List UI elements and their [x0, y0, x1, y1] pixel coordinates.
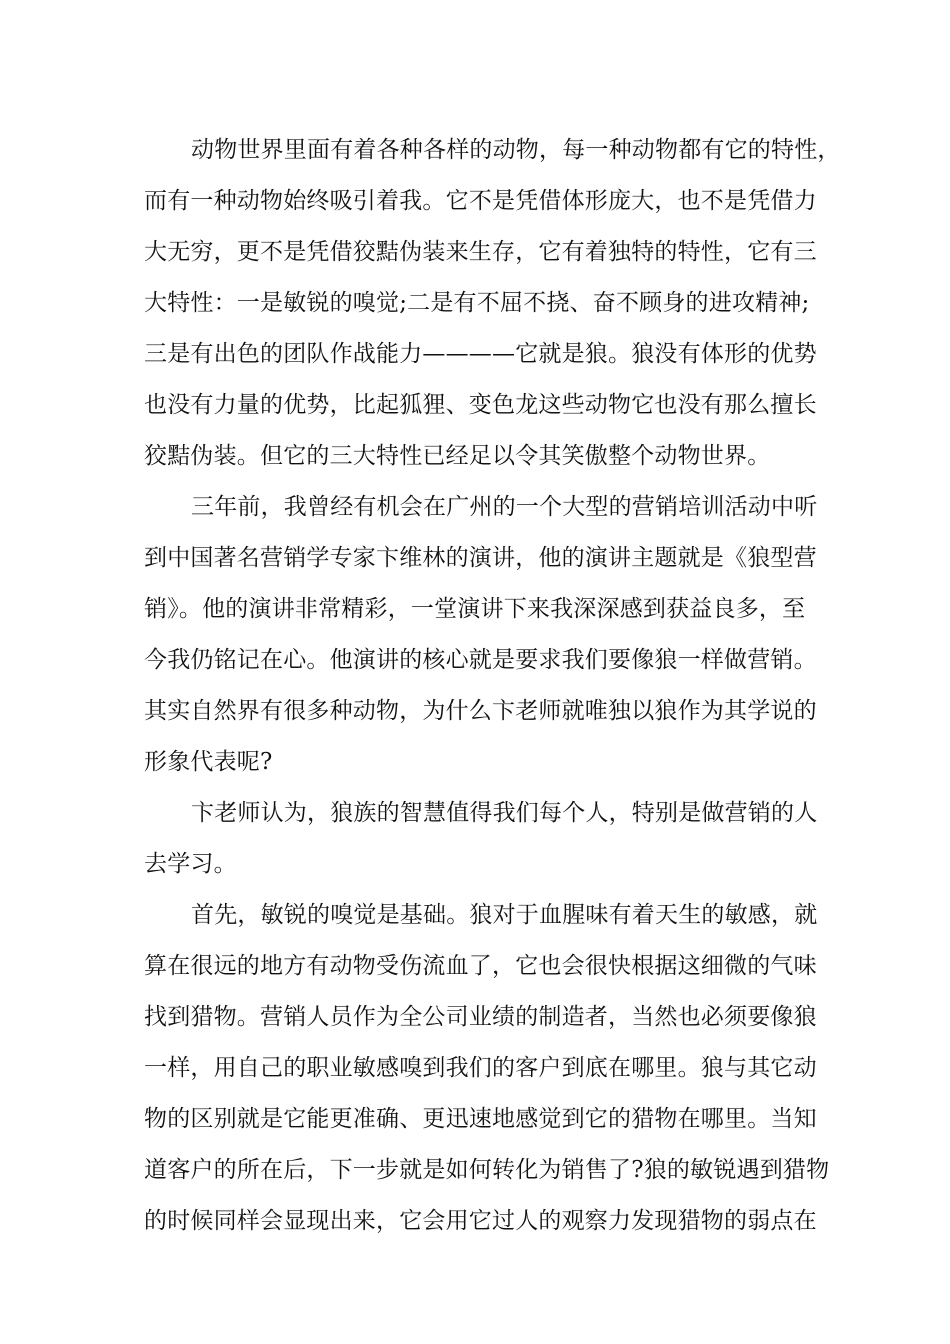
text-line: 形象代表呢? [144, 749, 273, 775]
text-line: 卞老师认为，狼族的智慧值得我们每个人，特别是做营销的人 [191, 800, 818, 826]
paragraph [144, 482, 818, 788]
text-line: 大无穷，更不是凭借狡黠伪装来生存，它有着独特的特性，它有三 [144, 239, 817, 265]
text-line: 销》。他的演讲非常精彩，一堂演讲下来我深深感到获益良多，至 [144, 596, 806, 622]
text-line: 也没有力量的优势，比起狐狸、变色龙这些动物它也没有那么擅长 [144, 392, 817, 418]
text-line: 今我仍铭记在心。他演讲的核心就是要求我们要像狼一样做营销。 [144, 647, 817, 673]
document-body [144, 125, 841, 1247]
text-line: 道客户的所在后，下一步就是如何转化为销售了?狼的敏锐遇到猎物 [144, 1157, 830, 1183]
text-line: 一样，用自己的职业敏感嗅到我们的客户到底在哪里。狼与其它动 [144, 1055, 817, 1081]
text-line: 到中国著名营销学专家卞维林的演讲，他的演讲主题就是《狼型营 [144, 545, 817, 571]
text-line: 的时候同样会显现出来，它会用它过人的观察力发现猎物的弱点在 [144, 1208, 817, 1234]
text-line: 动物世界里面有着各种各样的动物，每一种动物都有它的特性， [191, 137, 841, 163]
paragraph [144, 788, 818, 890]
text-line: 三年前，我曾经有机会在广州的一个大型的营销培训活动中听 [191, 494, 818, 520]
text-line: 算在很远的地方有动物受伤流血了，它也会很快根据这细微的气味 [144, 953, 817, 979]
text-line: 首先，敏锐的嗅觉是基础。狼对于血腥味有着天生的敏感，就 [191, 902, 818, 928]
paragraph [144, 890, 830, 1247]
text-line: 去学习。 [144, 851, 237, 877]
text-line: 大特性：一是敏锐的嗅觉;二是有不屈不挠、奋不顾身的进攻精神; [144, 290, 810, 316]
text-line: 而有一种动物始终吸引着我。它不是凭借体形庞大，也不是凭借力 [144, 188, 817, 214]
text-line: 找到猎物。营销人员作为全公司业绩的制造者，当然也必须要像狼 [144, 1004, 817, 1030]
text-line: 三是有出色的团队作战能力————它就是狼。狼没有体形的优势 [144, 341, 817, 367]
text-line: 狡黠伪装。但它的三大特性已经足以令其笑傲整个动物世界。 [144, 443, 771, 469]
text-line: 其实自然界有很多种动物，为什么卞老师就唯独以狼作为其学说的 [144, 698, 817, 724]
paragraph [144, 125, 841, 482]
text-line: 物的区别就是它能更准确、更迅速地感觉到它的猎物在哪里。当知 [144, 1106, 817, 1132]
